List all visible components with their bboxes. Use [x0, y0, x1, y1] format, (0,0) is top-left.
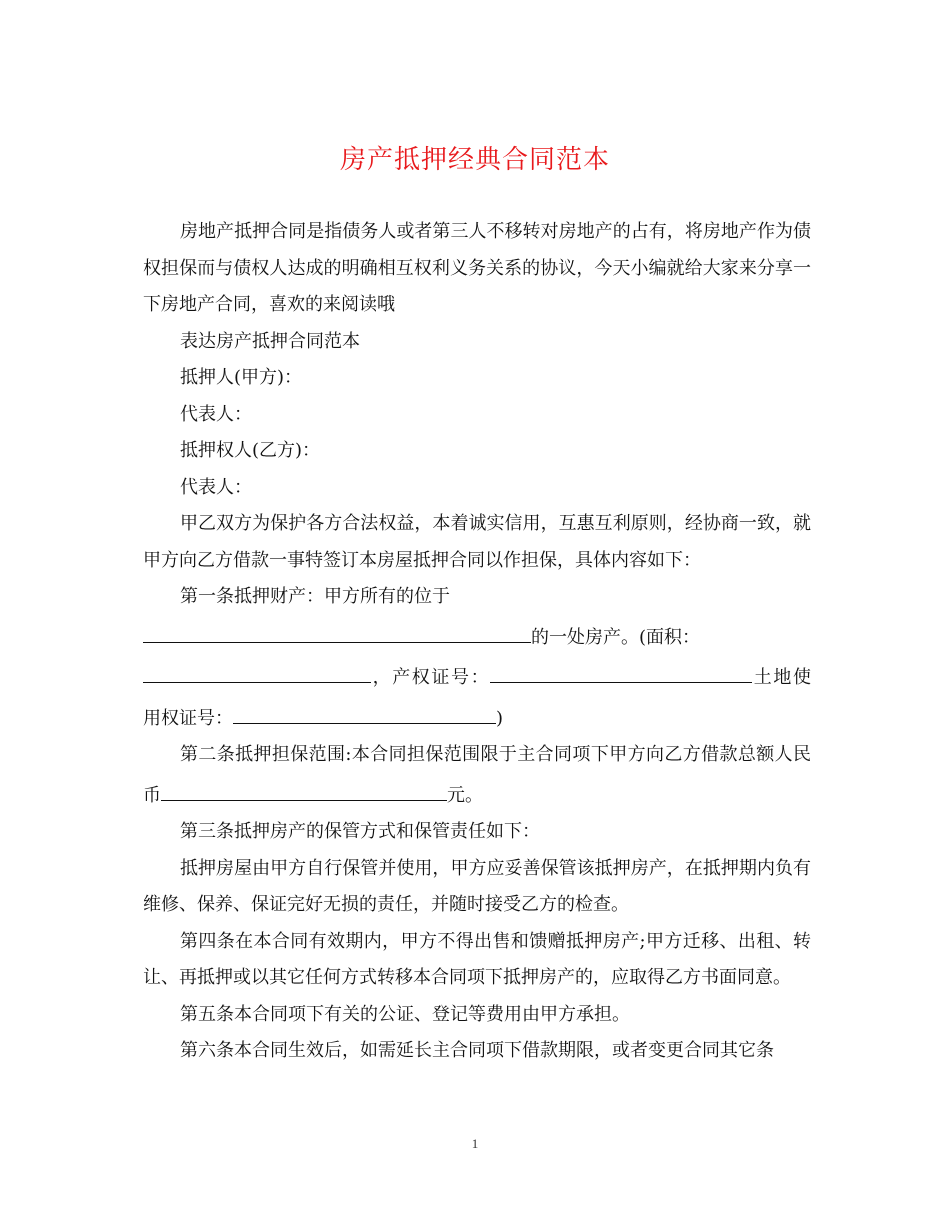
land-cert-blank — [233, 697, 496, 724]
party-a-representative-line: 代表人： — [180, 403, 252, 425]
intro-paragraph: 房地产抵押合同是指债务人或者第三人不移转对房地产的占有，将房地产作为债权担保而与债权人达成的明确相互权利义务关系的协议，今天小编就给大家来分享一下房地产合同，喜欢的来阅读哦 — [143, 221, 811, 315]
location-blank — [143, 616, 531, 643]
article-3-paragraph: 第三条抵押房产的保管方式和保管责任如下： — [180, 821, 540, 842]
article-1-after-location: 的一处房产。(面积： — [531, 626, 701, 648]
amount-blank — [161, 774, 447, 801]
article-1-close: ) — [496, 707, 504, 729]
article-4-paragraph: 第四条在本合同有效期内，甲方不得出售和馈赠抵押房产;甲方迁移、出租、转让、再抵押或以其它任何方式转移本合同项下抵押房产的，应取得乙方书面同意。 — [143, 930, 811, 988]
article-5-paragraph: 第五条本合同项下有关的公证、登记等费用由甲方承担。 — [180, 1003, 630, 1025]
area-blank — [143, 656, 371, 683]
document-title: 房产抵押经典合同范本 — [339, 145, 610, 175]
subtitle-paragraph: 表达房产抵押合同范本 — [180, 330, 360, 352]
property-cert-blank — [490, 656, 752, 683]
article-2-unit: 元。 — [447, 784, 483, 806]
land-cert-label: 土地使用权证号： — [143, 667, 812, 729]
party-b-representative-line: 代表人： — [180, 476, 252, 498]
party-b-line: 抵押权人(乙方)： — [180, 440, 321, 461]
article-2-paragraph — [143, 737, 811, 814]
article-1-paragraph — [143, 579, 811, 737]
article-6-paragraph: 第六条本合同生效后，如需延长主合同项下借款期限，或者变更合同其它条 — [180, 1040, 774, 1061]
party-a-line: 抵押人(甲方)： — [180, 367, 303, 388]
property-cert-label: ，产权证号： — [371, 667, 491, 688]
page-number: 1 — [471, 1136, 479, 1151]
article-1-lead: 第一条抵押财产：甲方所有的位于 — [180, 586, 450, 607]
document-body — [143, 214, 811, 1070]
preamble-paragraph: 甲乙双方为保护各方合法权益，本着诚实信用，互惠互利原则，经协商一致，就甲方向乙方借款一事特签订本房屋抵押合同以作担保，具体内容如下： — [143, 513, 811, 571]
article-3-detail-paragraph: 抵押房屋由甲方自行保管并使用，甲方应妥善保管该抵押房产，在抵押期内负有维修、保养、保证完好无损的责任，并随时接受乙方的检查。 — [143, 857, 811, 915]
article-2-lead: 第二条抵押担保范围:本合同担保范围限于主合同项下甲方向乙方借款总额人民币 — [143, 744, 811, 806]
